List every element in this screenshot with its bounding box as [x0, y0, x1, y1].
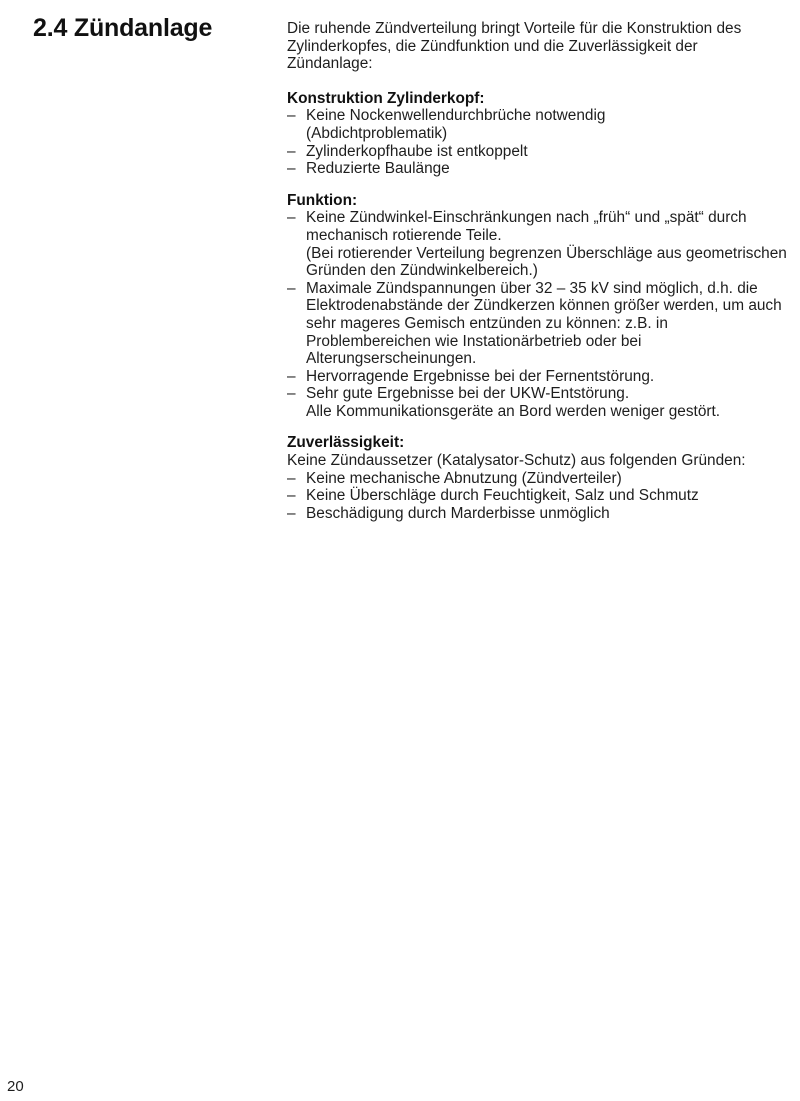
page-number: 20	[7, 1078, 24, 1095]
zuverlaessigkeit-list	[287, 470, 787, 523]
list-item-text: – Keine Zündwinkel-Einschränkungen nach „früh“ und „spät“ durch mechanisch rotierende Teile.	[306, 209, 747, 244]
list-item-text: – Hervorragende Ergebnisse bei der Fernentstörung.	[306, 367, 655, 385]
list-item	[287, 280, 787, 368]
list-item-text: – Maximale Zündspannungen über 32 – 35 kV sind möglich, d.h. die Elektrodenabstände der Zündkerzen können größer werden, um auch sehr mageres Gemisch entzünden zu können: z.B. in Problembereichen wie Instationärbetrieb oder bei Alterungserscheinungen.	[306, 279, 782, 368]
section-title-funktion: Funktion:	[287, 191, 358, 209]
list-item	[287, 505, 787, 523]
list-item	[287, 385, 787, 420]
section-title-zuverlaessigkeit: Zuverlässigkeit:	[287, 434, 405, 452]
konstruktion-list	[287, 107, 787, 177]
funktion-list	[287, 209, 787, 420]
section-text-zuverlaessigkeit: Keine Zündaussetzer (Katalysator-Schutz) aus folgenden Gründen:	[287, 452, 746, 470]
list-item	[287, 160, 787, 178]
page-title: 2.4 Zündanlage	[33, 14, 213, 42]
content-column	[287, 20, 787, 536]
section-funktion	[287, 192, 787, 421]
list-item	[287, 470, 787, 488]
list-item	[287, 209, 787, 279]
list-item-text: – Reduzierte Baulänge	[306, 160, 450, 178]
section-title-konstruktion: Konstruktion Zylinderkopf:	[287, 89, 485, 107]
list-item	[287, 107, 787, 142]
list-item-text: – Sehr gute Ergebnisse bei der UKW-Entstörung.	[306, 385, 630, 403]
section-konstruktion	[287, 90, 787, 178]
list-item-text: – Keine Überschläge durch Feuchtigkeit, Salz und Schmutz	[306, 487, 699, 505]
list-item-text: – Keine Nockenwellendurchbrüche notwendig	[306, 107, 606, 125]
section-zuverlaessigkeit	[287, 434, 787, 522]
list-item-text: – Beschädigung durch Marderbisse unmöglich	[306, 504, 610, 522]
list-item-text: – Keine mechanische Abnutzung (Zündverteiler)	[306, 469, 622, 487]
intro-paragraph: Die ruhende Zündverteilung bringt Vorteile für die Konstruktion des Zylinderkopfes, die Zündfunktion und die Zuverlässigkeit der Zündanlage:	[287, 20, 742, 73]
list-item-note: Alle Kommunikationsgeräte an Bord werden weniger gestört.	[306, 402, 721, 420]
list-item-note: (Bei rotierender Verteilung begrenzen Überschläge aus geometrischen Gründen den Zündwinkelbereich.)	[306, 244, 787, 280]
list-item-text: – Zylinderkopfhaube ist entkoppelt	[306, 142, 528, 160]
list-item	[287, 368, 787, 386]
list-item	[287, 143, 787, 161]
list-item	[287, 487, 787, 505]
list-item-note: (Abdichtproblematik)	[306, 124, 448, 142]
